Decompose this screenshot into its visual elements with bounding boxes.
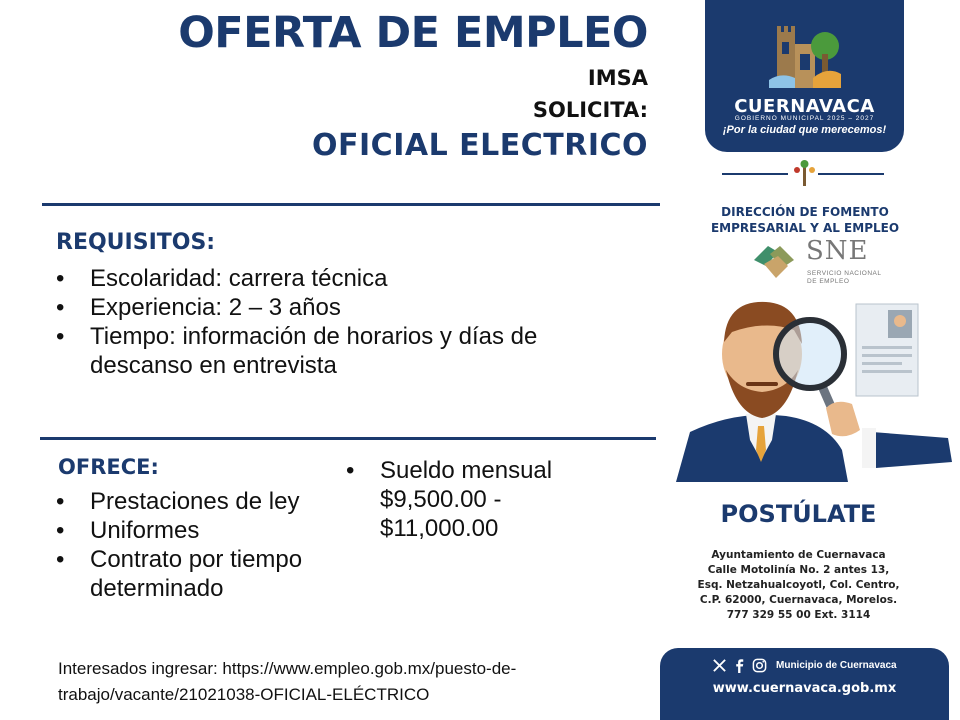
instagram-icon[interactable]	[752, 658, 767, 673]
cuernavaca-badge	[705, 0, 904, 152]
ornament-line-right	[818, 173, 884, 175]
badge-city: CUERNAVACA	[734, 96, 875, 117]
address-line: Ayuntamiento de Cuernavaca	[711, 549, 886, 561]
list-item: • Prestaciones de ley	[56, 487, 346, 516]
ornament-line-left	[722, 173, 788, 175]
x-icon[interactable]	[712, 658, 727, 673]
castle-logo-icon	[769, 14, 841, 96]
divider-middle	[40, 437, 656, 440]
application-link-text[interactable]: Interesados ingresar: https://www.empleo.gob.mx/puesto-de-trabajo/vacante/21021038-OFICIAL-ELÉCTRICO	[58, 659, 517, 704]
sne-acronym: SNE	[806, 236, 869, 266]
company-name: IMSA	[587, 66, 648, 90]
address-line: Esq. Netzahualcoyotl, Col. Centro,	[697, 579, 900, 591]
address-line: Calle Motolinía No. 2 antes 13,	[707, 564, 890, 576]
salary-item: • Sueldo mensual $9,500.00 - $11,000.00	[346, 456, 606, 543]
direction-line: DIRECCIÓN DE FOMENTO	[721, 205, 889, 219]
postulate-heading: POSTÚLATE	[720, 500, 877, 528]
ofrece-salary-list	[346, 456, 606, 543]
divider-top	[42, 203, 660, 206]
address-block	[676, 548, 921, 623]
ofrece-list	[56, 487, 346, 603]
direction-title	[690, 204, 920, 236]
requisitos-list	[56, 264, 616, 380]
solicita-label: SOLICITA:	[532, 98, 648, 122]
sne-subtitle	[807, 270, 887, 286]
social-label: Municipio de Cuernavaca	[776, 660, 897, 671]
list-item: • Experiencia: 2 – 3 años	[56, 293, 616, 322]
page-title: OFERTA DE EMPLEO	[178, 8, 648, 58]
phone-line: 777 329 55 00 Ext. 3114	[726, 609, 871, 621]
facebook-icon[interactable]	[732, 658, 747, 673]
sne-subtitle-line: SERVICIO NACIONAL	[807, 270, 882, 277]
footer-bar	[660, 648, 949, 720]
address-line: C.P. 62000, Cuernavaca, Morelos.	[699, 594, 898, 606]
position-title: OFICIAL ELECTRICO	[312, 128, 648, 163]
direction-line: EMPRESARIAL Y AL EMPLEO	[710, 221, 900, 235]
list-item: • Tiempo: información de horarios y días de descanso en entrevista	[56, 322, 616, 380]
social-row	[712, 658, 897, 673]
badge-government: GOBIERNO MUNICIPAL 2025 – 2027	[734, 115, 875, 122]
sne-handshake-icon	[750, 238, 798, 286]
list-item: • Contrato por tiempo determinado	[56, 545, 346, 603]
recruiter-illustration	[676, 290, 956, 482]
ofrece-heading: OFRECE:	[58, 455, 159, 479]
sne-subtitle-line: DE EMPLEO	[807, 278, 850, 285]
list-item: • Uniformes	[56, 516, 346, 545]
ornament-icon	[792, 158, 816, 188]
website-link[interactable]: www.cuernavaca.gob.mx	[712, 681, 897, 696]
badge-slogan: ¡Por la ciudad que merecemos!	[722, 124, 887, 136]
list-item: • Escolaridad: carrera técnica	[56, 264, 616, 293]
requisitos-heading: REQUISITOS:	[56, 230, 216, 255]
